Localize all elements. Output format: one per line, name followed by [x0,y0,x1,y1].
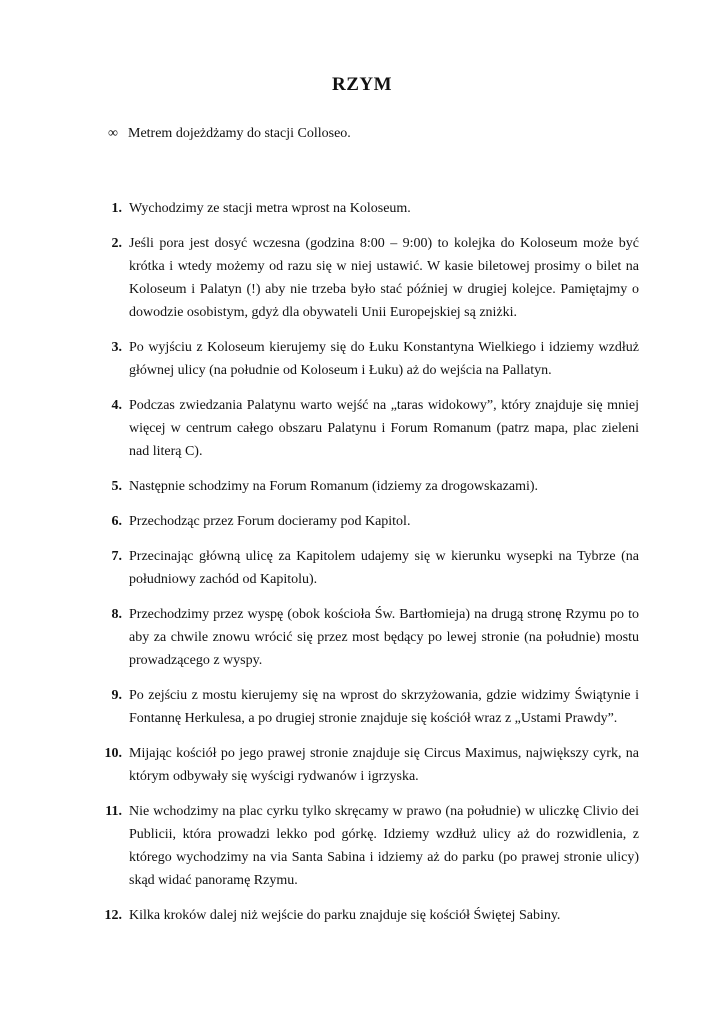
step-number: 11. [105,804,122,819]
step-text: Podczas zwiedzania Palatynu warto wejść na „taras widokowy”, który znajduje się mniej więcej w centrum całego obszaru Palatynu i Forum Romanum (patrz mapa, plac zieleni nad literą C). [129,398,639,459]
list-item [0,904,724,927]
step-text: Kilka kroków dalej niż wejście do parku znajduje się kościół Świętej Sabiny. [129,908,561,923]
step-text: Nie wchodzimy na plac cyrku tylko skręcamy w prawo (na południe) w uliczkę Clivio dei Publicii, która prowadzi lekko pod górkę. Idziemy wzdłuż ulicy aż do rozwidlenia, z którego wychodzimy na via Santa Sabina i idziemy aż do parku (po prawej stronie ulicy) skąd widać panoramę Rzymu. [129,804,639,888]
list-item [0,197,724,220]
step-text: Jeśli pora jest dosyć wczesna (godzina 8:00 – 9:00) to kolejka do Koloseum może być krótka i wtedy możemy od razu się w niej ustawić. W kasie biletowej prosimy o bilet na Koloseum i Palatyn (!) aby nie trzeba było stać później w drugiej kolejce. Pamiętajmy o dowodzie osobistym, gdyż dla obywateli Unii Europejskiej są zniżki. [129,236,639,320]
step-text: Po zejściu z mostu kierujemy się na wprost do skrzyżowania, gdzie widzimy Świątynie i Fontannę Herkulesa, a po drugiej stronie znajduje się kościół wraz z „Ustami Prawdy”. [129,688,639,726]
step-text: Wychodzimy ze stacji metra wprost na Koloseum. [129,201,411,216]
step-text: Po wyjściu z Koloseum kierujemy się do Łuku Konstantyna Wielkiego i idziemy wzdłuż głównej ulicy (na południe od Koloseum i Łuku) aż do wejścia na Pallatyn. [129,340,639,378]
list-item [0,742,724,788]
intro-text: Metrem dojeżdżamy do stacji Colloseo. [128,126,351,141]
list-item [0,394,724,463]
list-item [0,684,724,730]
list-item [0,510,724,533]
list-item [0,232,724,324]
step-number: 2. [111,236,122,251]
list-item [0,603,724,672]
step-number: 10. [104,746,122,761]
step-text: Przechodząc przez Forum docieramy pod Kapitol. [129,514,411,529]
step-text: Następnie schodzimy na Forum Romanum (idziemy za drogowskazami). [129,479,539,494]
page-title: RZYM [331,74,393,95]
step-text: Mijając kościół po jego prawej stronie znajduje się Circus Maximus, największy cyrk, na którym odbywały się wyścigi rydwanów i igrzyska. [129,746,639,784]
step-text: Przechodzimy przez wyspę (obok kościoła Św. Bartłomieja) na drugą stronę Rzymu po to aby za chwile znowu wrócić się przez most będący po lewej stronie (na południe) mostu prowadzącego z wyspy. [129,607,639,668]
list-item [0,800,724,892]
step-number: 6. [111,514,122,529]
step-number: 8. [111,607,122,622]
step-number: 1. [111,201,122,216]
step-number: 9. [111,688,122,703]
list-item [0,545,724,591]
step-number: 7. [111,549,122,564]
intro-line [108,122,351,145]
list-item [0,475,724,498]
list-item [0,336,724,382]
step-number: 5. [111,479,122,494]
infinity-icon: ∞ [108,126,118,141]
step-number: 12. [104,908,122,923]
step-text: Przecinając główną ulicę za Kapitolem udajemy się w kierunku wysepki na Tybrze (na południowy zachód od Kapitolu). [129,549,639,587]
steps-list [0,197,724,939]
step-number: 3. [111,340,122,355]
step-number: 4. [111,398,122,413]
